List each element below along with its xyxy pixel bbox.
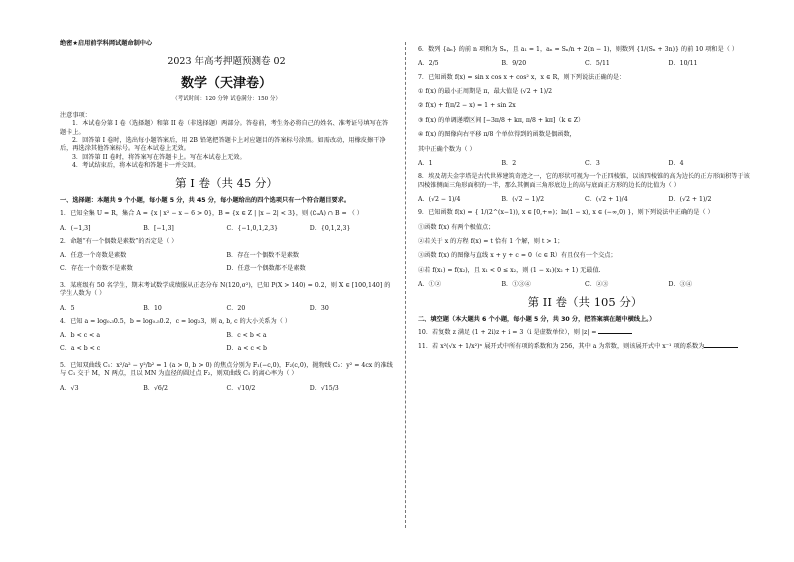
exam-subject: 数学（天津卷） xyxy=(180,75,272,91)
option-a: A．①② xyxy=(418,281,442,289)
option-d: D．30 xyxy=(309,304,329,312)
option-c: C．a < b < c xyxy=(60,344,101,352)
question-8 xyxy=(418,173,752,204)
confidential-mark: 绝密★启用前学科网试题命制中心 xyxy=(60,40,153,47)
question-stem: 5．已知双曲线 C₁：x²/a² − y²/b² = 1 (a > 0, b > 0) 的焦点分别为 F₁(−c,0)，F₂(c,0)，抛物线 C₂：y² = 4cx 的准线与 C₁ 交于 M，N 两点，且以 MN 为直径的圆过点 F₂，则双曲线 C₁ 的离心率为（ ） xyxy=(60,362,393,378)
option-b: B．√6/2 xyxy=(143,384,168,392)
part2-heading: 第 II 卷（共 105 分） xyxy=(527,295,643,310)
question-7 xyxy=(418,74,752,169)
statement: ④ f(x) 的图像向右平移 π/8 个单位得到的函数是偶函数， xyxy=(418,131,576,139)
option-c: C．存在一个奇数不是素数 xyxy=(60,264,133,272)
question-stem: 7．已知函数 f(x) = sin x cos x + cos² x，x ∈ R，则下列说法正确的是： xyxy=(418,73,626,81)
option-d: D．(√2 + 1)/2 xyxy=(668,195,712,203)
option-b: B．2 xyxy=(501,159,517,167)
option-b: B．(√2 − 1)/2 xyxy=(501,195,545,203)
question-stem: 11．若 x²(√x + 1/x²)ⁿ 展开式中所有项的系数和为 256，其中 a 为常数，则该展开式中 x⁻¹ 项的系数为 xyxy=(418,342,705,350)
option-a: A．√3 xyxy=(60,384,79,392)
exam-title: 2023 年高考押题预测卷 02 xyxy=(167,56,286,67)
option-d: D．③④ xyxy=(668,281,693,289)
answer-blank xyxy=(704,347,738,348)
question-stem: 2．命题“有一个偶数是素数”的否定是（ ） xyxy=(60,237,178,245)
option-b: B．10 xyxy=(143,304,162,312)
options xyxy=(60,225,393,233)
option-a: A．任意一个奇数是素数 xyxy=(60,252,127,260)
part1-section-title: 一、选择题：本题共 9 个小题，每小题 5 分，共 45 分，每小题给出的四个选项只有一个符合题目要求。 xyxy=(60,196,351,204)
question-11 xyxy=(418,343,752,351)
note-item: 1．本试卷分第 I 卷（选择题）和第 II 卷（非选择题）两部分。答卷前，考生务必将自己的姓名、准考证号填写在答题卡上。 xyxy=(60,120,389,136)
question-stem: 1．已知全集 U = R，集合 A = {x | x² − x − 6 > 0}，B = {x ∈ Z | |x − 2| < 3}，则 (∁ᵤA) ∩ B = （ ） xyxy=(60,210,363,218)
option-a: A．(√2 − 1)/4 xyxy=(418,195,461,203)
option-b: B．存在一个偶数不是素数 xyxy=(226,252,300,260)
statement: ②若关于 x 的方程 f(x) = t 恰有 1 个解，则 t > 1； xyxy=(418,238,564,246)
question-2 xyxy=(60,238,393,277)
statement: ① f(x) 的最小正周期是 π，最大值是 (√2 + 1)/2 xyxy=(418,88,553,96)
options xyxy=(418,196,752,204)
question-10 xyxy=(418,329,752,337)
question-4 xyxy=(60,318,393,357)
option-c: C．②③ xyxy=(585,281,609,289)
right-column xyxy=(418,38,752,351)
question-stem: 10．若复数 z 满足 (1 + 2i)z + i = 3（i 是虚数单位），则 |z| = xyxy=(418,329,599,337)
question-stem: 8．埃及胡夫金字塔是古代世界建筑奇迹之一，它的形状可视为一个正四棱锥，以该四棱锥的高为边长的正方形面积等于该四棱锥侧面三角形面积的一半，那么其侧面三角形底边上的高与底面正方形的边长的比值为（ ） xyxy=(418,173,750,189)
question-5 xyxy=(60,362,393,393)
note-item: 4．考试结束后，将本试卷和答题卡一并交回。 xyxy=(72,161,200,169)
option-d: D．10/11 xyxy=(668,60,698,68)
options xyxy=(60,385,393,393)
option-d: D．√15/3 xyxy=(309,384,339,392)
column-divider xyxy=(405,42,406,528)
option-b: B．①③④ xyxy=(501,281,531,289)
options xyxy=(418,160,752,168)
option-d: D．a < c < b xyxy=(226,344,267,352)
option-b: B．c < b < a xyxy=(226,332,267,340)
answer-blank xyxy=(598,333,632,334)
option-a: A．b < c < a xyxy=(60,332,101,340)
option-d: D．{0,1,2,3} xyxy=(309,224,351,232)
statement: ② f(x) + f(π/2 − x) = 1 + sin 2x xyxy=(418,102,516,110)
note-item: 3．回答第 II 卷时，将答案写在答题卡上。写在本试卷上无效。 xyxy=(72,153,246,161)
option-c: C．3 xyxy=(585,159,600,167)
option-a: A．(−1,3] xyxy=(60,224,91,232)
options xyxy=(60,252,393,277)
option-b: B．9/20 xyxy=(501,60,527,68)
question-3 xyxy=(60,282,393,313)
option-d: D．任意一个偶数都不是素数 xyxy=(226,264,306,272)
part2-section-title: 二、填空题（本大题共 6 个小题，每小题 5 分，共 30 分，把答案填在题中横线上。） xyxy=(418,315,656,323)
options xyxy=(60,332,393,357)
option-c: C．20 xyxy=(226,304,246,312)
options xyxy=(418,60,752,68)
question-ask: 其中正确个数为（ ） xyxy=(418,145,476,153)
question-stem: 3．某班级有 50 名学生，期末考试数学成绩服从正态分布 N(120,σ²)，已知 P(X > 140) = 0.2，则 X ∈ [100,140] 的学生人数为（ ） xyxy=(60,281,391,298)
statement: ③函数 f(x) 的图像与直线 x + y + c = 0（c ∈ R）有且仅有一个交点； xyxy=(418,252,617,260)
option-b: B．[−1,3] xyxy=(143,224,174,232)
statement: ①函数 f(x) 有两个极值点； xyxy=(418,223,495,231)
option-a: A．5 xyxy=(60,304,75,312)
question-stem: 6．数列 {aₙ} 的前 n 项和为 Sₙ，且 a₁ = 1，aₙ = Sₙ/n + 2(n − 1)，则数列 {1/(Sₙ + 3n)} 的前 10 项和是（ ） xyxy=(418,46,739,53)
question-stem: 9．已知函数 f(x) = { 1/(2^(x−1)), x ∈ [0,+∞)；ln(1 − x), x ∈ (−∞,0) }，则下列说法中正确的是（ ） xyxy=(418,209,714,217)
statement: ③ f(x) 的单调递增区间 [−3π/8 + kπ, π/8 + kπ]（k ∈ Z） xyxy=(418,116,585,124)
question-1 xyxy=(60,210,393,233)
statement: ④若 f(x₁) = f(x₂)，且 x₁ < 0 ≤ x₂，则 (1 − x₁)(x₂ + 1) 无最值. xyxy=(418,266,601,274)
options xyxy=(418,281,752,289)
options xyxy=(60,305,393,313)
option-a: A．1 xyxy=(418,159,433,167)
option-d: D．4 xyxy=(668,159,684,167)
part1-heading: 第 I 卷（共 45 分） xyxy=(175,176,278,191)
question-6 xyxy=(418,46,752,69)
left-column xyxy=(60,38,393,393)
option-a: A．2/5 xyxy=(418,60,439,68)
notes-heading: 注意事项： xyxy=(60,111,91,119)
option-c: C．(√2 + 1)/4 xyxy=(585,195,628,203)
option-c: C．√10/2 xyxy=(226,384,256,392)
note-item: 2．回答第 I 卷时，选出每小题答案后，用 2B 铅笔把答题卡上对应题目的答案标号涂黑。如需改动，用橡皮擦干净后，再选涂其他答案标号。写在本试卷上无效。 xyxy=(60,136,386,153)
option-c: C．5/11 xyxy=(585,60,610,68)
question-stem: 4．已知 a = log₀.₃0.5，b = log₀.₅0.2，c = log₂3，则 a, b, c 的大小关系为（ ） xyxy=(60,318,292,326)
option-c: C．{−1,0,1,2,3} xyxy=(226,224,279,232)
question-9 xyxy=(418,209,752,289)
exam-meta: （考试时间：120 分钟 试卷满分：150 分） xyxy=(172,96,281,103)
